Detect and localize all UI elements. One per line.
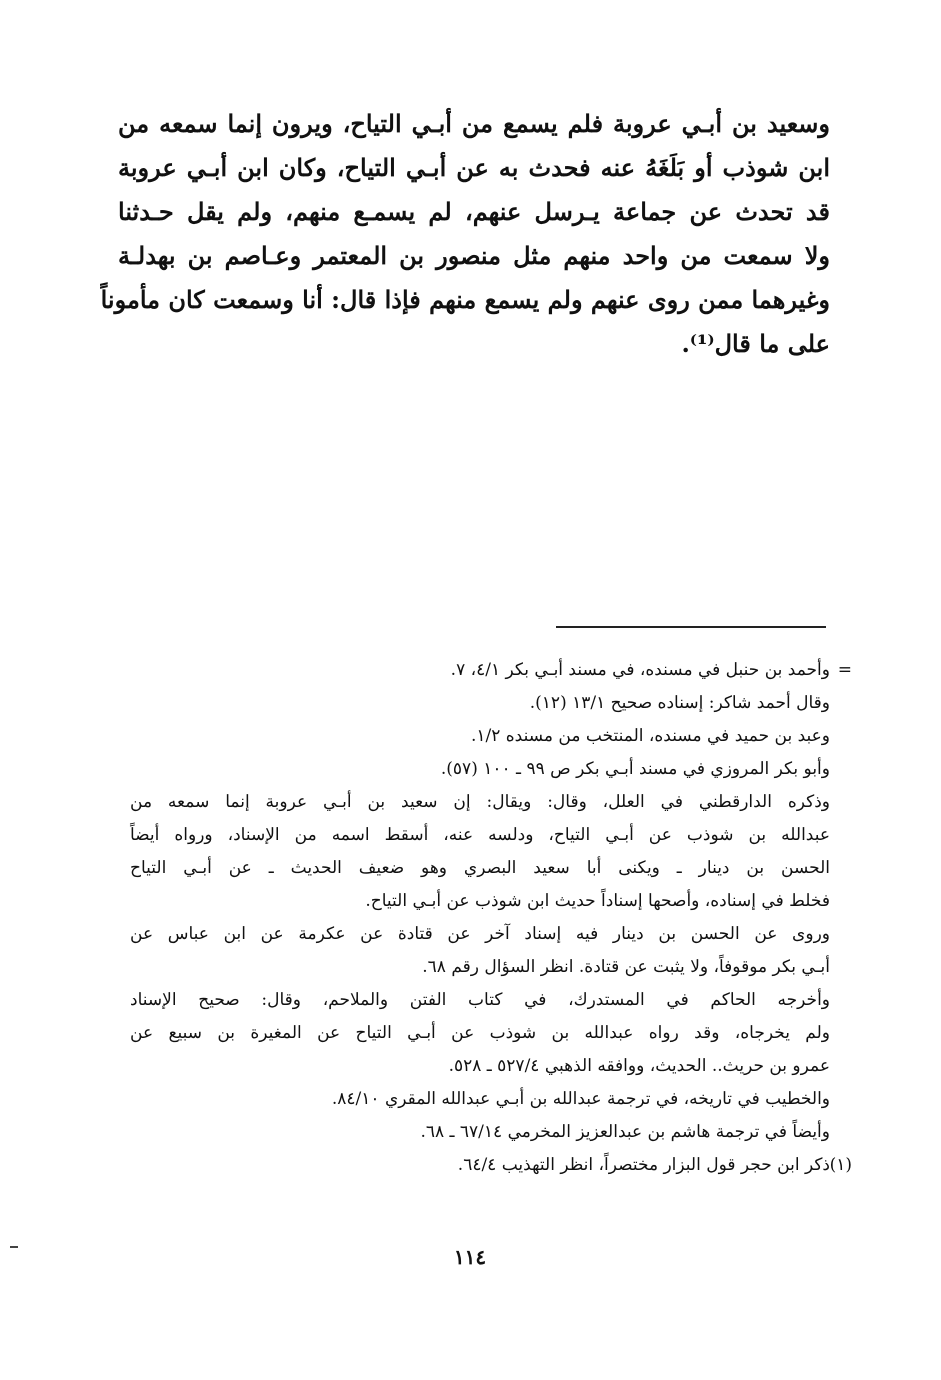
main-text-line: ولا سمعت من واحد منهم مثل منصور بن المعتمر وعـاصم بن بهدلـة <box>118 241 830 270</box>
footnote-line: عبدالله بن شوذب عن أبـي التياح، ودلسه عنه، أسقط اسمه من الإسناد، ورواه أيضاً <box>130 825 830 845</box>
footnote-text: ذكر ابن حجر قول البزار مختصراً، انظر التهذيب ٦٤/٤. <box>457 1155 830 1175</box>
footnote-line: وروى عن الحسن بن دينار فيه إسناد آخر عن قتادة عن عكرمة عن ابن عباس عن <box>130 924 830 944</box>
footnote-line: وعبد بن حميد في مسنده، المنتخب من مسنده ١/٢. <box>470 726 830 746</box>
footnote-line: فخلط في إسناده، وأصحها إسناداً حديث ابن شوذب عن أبـي التياح. <box>365 891 830 911</box>
footnote-line <box>130 654 852 687</box>
footnote-continuation-marker: = <box>837 660 852 680</box>
footnote-line: ولم يخرجاه، وقد رواه عبدالله بن شوذب عن أبـي التياح عن المغيرة بن سبيع عن <box>130 1023 830 1043</box>
footnote-text: وأحمد بن حنبل في مسنده، في مسند أبـي بكر ٤/١، ٧. <box>450 660 830 680</box>
footnote-line: وأبو بكر المروزي في مسند أبـي بكر ص ٩٩ ـ ١٠٠ (٥٧). <box>440 759 830 779</box>
footnote-line: الحسن بن دينار ـ ويكنى أبا سعيد البصري وهو ضعيف الحديث ـ عن أبـي التياح <box>130 858 830 878</box>
page-number: ١١٤ <box>453 1245 487 1269</box>
footnote-line: والخطيب في تاريخه، في ترجمة عبدالله بن أبـي عبدالله المقري ٨٤/١٠. <box>331 1089 830 1109</box>
footnote-number-marker: (١) <box>829 1155 852 1175</box>
main-text-block <box>100 102 830 366</box>
footnotes-block <box>130 654 852 1182</box>
main-text-line: ابن شوذب أو بَلَغَهُ عنه فحدث به عن أبـي التياح، وكان ابن أبـي عروبة <box>118 153 830 182</box>
footnote-line: وقال أحمد شاكر: إسناده صحيح ١٣/١ (١٢). <box>529 693 830 713</box>
footnote-line: وذكره الدارقطني في العلل، وقال: ويقال: إن سعيد بن أبـي عروبة إنما سمعه من <box>130 792 830 812</box>
footnote-line: وأيضاً في ترجمة هاشم بن عبدالعزيز المخرمي ٦٧/١٤ ـ ٦٨. <box>420 1122 830 1142</box>
margin-mark <box>10 1246 18 1248</box>
footnote-line <box>130 1149 852 1182</box>
footnote-line: أبـي بكر موقوفاً، ولا يثبت عن قتادة. انظر السؤال رقم ٦٨. <box>422 957 830 977</box>
main-text-line: على ما قال⁽¹⁾. <box>681 329 830 358</box>
footnote-line: عمرو بن حريث.. الحديث، ووافقه الذهبي ٥٢٧/٤ ـ ٥٢٨. <box>448 1056 830 1076</box>
footnote-separator <box>556 626 826 628</box>
main-text-line: وسعيد بن أبـي عروبة فلم يسمع من أبـي التياح، ويرون إنما سمعه من <box>118 109 830 138</box>
main-text-line: وغيرهما ممن روى عنهم ولم يسمع منهم فإذا قال: أنا وسمعت كان مأموناً <box>100 285 830 314</box>
footnote-line: وأخرجه الحاكم في المستدرك، في كتاب الفتن والملاحم، وقال: صحيح الإسناد <box>130 990 830 1010</box>
main-text-line: قد تحدث عن جماعة يـرسل عنهم، لم يسمـع منهم، ولم يقل حـدثنا <box>118 197 830 226</box>
